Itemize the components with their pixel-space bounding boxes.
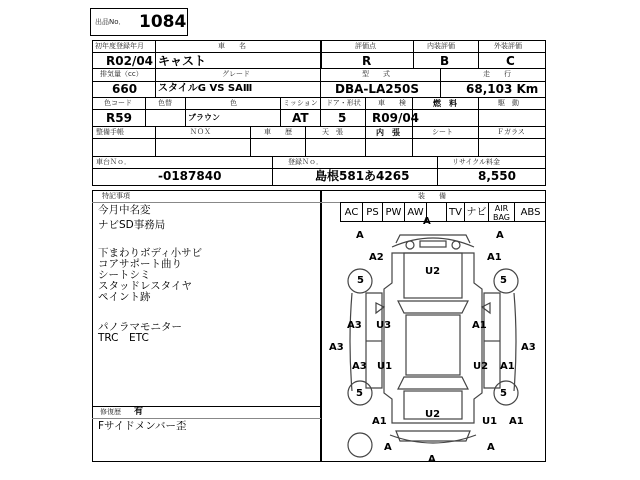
fuel-header: 燃 料 — [433, 99, 457, 108]
lot-number: 1084 — [139, 12, 187, 32]
color-header: 色 — [230, 99, 237, 107]
inspection-header: 車 検 — [378, 99, 406, 107]
note-line: コアサポート曲り — [98, 258, 182, 270]
notes-text — [98, 205, 202, 344]
mark-bumper-c: A — [428, 454, 436, 465]
note-line: ペイント跡 — [98, 291, 151, 303]
model-header: 型 式 — [362, 70, 390, 78]
mark-side-l: A3 — [329, 342, 344, 353]
lot-number-label: 出品No． — [95, 18, 126, 26]
reg-no-header: 登録Ｎｏ． — [288, 158, 323, 166]
note-line: パノラマモニター — [98, 321, 182, 333]
displacement-header: 排気量（cc） — [100, 70, 143, 78]
equip-item-navi: ナビ — [464, 203, 488, 221]
repair-value: 有 — [134, 407, 144, 417]
equipment-header: 装 備 — [418, 192, 446, 200]
grade-header: グレード — [222, 70, 250, 78]
model-value: DBA-LA250S — [335, 82, 419, 96]
mileage-value: 68,103 Km — [466, 82, 539, 96]
interior-value: B — [440, 54, 450, 68]
grade-value: スタイルG VS SAⅢ — [158, 83, 253, 94]
mark-side-r: A3 — [521, 342, 536, 353]
note-line — [98, 235, 202, 246]
equipment-row — [340, 202, 546, 222]
mark-front-right: A — [496, 230, 504, 241]
mark-door-rr-u: U2 — [473, 361, 489, 372]
mark-door-rl: A3 — [352, 361, 367, 372]
equip-item-abs: ABS — [514, 203, 546, 221]
mark-rear-r: A1 — [509, 416, 524, 427]
mark-front-center: A — [423, 216, 431, 227]
chassis-value: -0187840 — [158, 169, 222, 183]
equip-item-ps: PS — [362, 203, 382, 221]
note-line: ナビSD事務局 — [98, 219, 166, 231]
mission-value: AT — [292, 111, 309, 125]
exterior-value: C — [506, 54, 515, 68]
seat-header: シート — [432, 128, 453, 136]
note-line: シートシミ — [98, 269, 151, 281]
repair-header: 修復歴 — [100, 408, 121, 416]
doors-value: 5 — [338, 111, 347, 125]
mark-trunk: U2 — [425, 409, 441, 420]
mark-fender-fl: A2 — [369, 252, 384, 263]
note-line: スタッドレスタイヤ — [98, 280, 192, 292]
inspection-value: R09/04 — [372, 111, 420, 125]
equip-item-ac: AC — [340, 203, 362, 221]
first-reg-header: 初年度登録年月 — [95, 42, 144, 50]
mark-door-rr: A1 — [500, 361, 515, 372]
mark-tire-fr: 5 — [500, 275, 507, 286]
reg-no-value: 島根581あ4265 — [315, 169, 410, 183]
interior-upholstery-header: 内 張 — [376, 128, 400, 137]
doors-header: ドア・形状 — [326, 99, 361, 107]
exterior-header: 外装評価 — [494, 42, 522, 50]
mark-bumper-l: A — [384, 442, 392, 453]
interior-header: 内装評価 — [427, 42, 455, 50]
mark-pillar-r: A1 — [472, 320, 487, 331]
mark-pillar-l: A3 — [347, 320, 362, 331]
mark-tire-rl: 5 — [356, 388, 363, 399]
manual-header: 整備手帳 — [96, 128, 124, 136]
note-line: 今月中名変 — [98, 204, 151, 216]
mark-rear-l: A1 — [372, 416, 387, 427]
drive-header: 駆 動 — [498, 99, 519, 107]
mark-rear-u: U1 — [482, 416, 498, 427]
equip-item-pw: PW — [382, 203, 404, 221]
repair-note: Fサイドメンバー歪 — [98, 420, 187, 432]
history-header: 車 歴 — [264, 128, 292, 136]
mark-front-left: A — [356, 230, 364, 241]
lot-number-box — [90, 8, 188, 36]
color-code-header: 色コード — [104, 99, 132, 107]
glass-header: Ｆガラス — [497, 128, 525, 136]
mark-roof-l: U3 — [376, 320, 392, 331]
notes-header: 特記事項 — [102, 192, 130, 200]
equip-item-airbag: AIR BAG — [488, 203, 514, 221]
mark-tire-rr: 5 — [500, 388, 507, 399]
name-value: キャスト — [158, 54, 207, 68]
note-line: 下まわりボディ小サビ — [98, 247, 203, 259]
mark-tire-fl: 5 — [357, 275, 364, 286]
nox-header: ＮＯＸ — [190, 128, 211, 136]
recycle-value: 8,550 — [478, 169, 516, 183]
displacement-value: 660 — [112, 82, 138, 96]
paint-no-header: 色替 — [158, 99, 172, 107]
mark-hood: U2 — [425, 266, 441, 277]
chassis-header: 車台Ｎｏ． — [96, 158, 131, 166]
equip-item-tv: TV — [446, 203, 464, 221]
roof-header: 天 張 — [322, 128, 343, 136]
first-reg-value: R02/04 — [106, 54, 154, 68]
color-code-value: R59 — [106, 111, 132, 125]
mileage-header: 走 行 — [483, 70, 511, 78]
mark-bumper-r: A — [487, 442, 495, 453]
color-value: ブラウン — [188, 113, 220, 122]
equip-item-aw: AW — [404, 203, 426, 221]
score-value: R — [362, 54, 372, 68]
mark-fender-fr: A1 — [487, 252, 502, 263]
recycle-header: リサイクル料金 — [452, 158, 501, 166]
mark-roof-u: U1 — [377, 361, 393, 372]
mission-header: ミッション — [283, 99, 318, 107]
note-line: TRC ETC — [98, 332, 149, 344]
score-header: 評価点 — [355, 42, 376, 50]
name-header: 車 名 — [218, 42, 246, 50]
